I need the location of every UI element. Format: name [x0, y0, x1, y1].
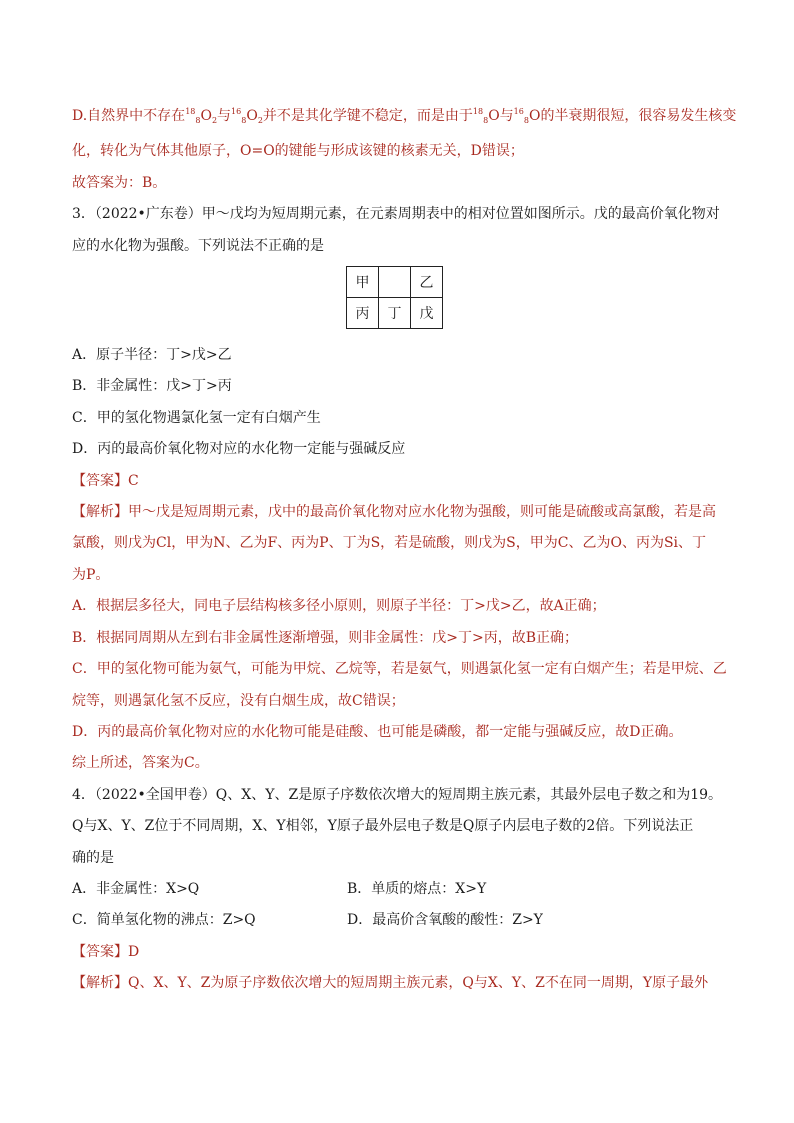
table-cell-ding: 丁 — [379, 298, 411, 329]
q4-option-b: B．单质的熔点：X>Y — [347, 880, 487, 897]
q4-options-row — [72, 905, 732, 936]
periodic-table-figure — [72, 262, 732, 340]
q3-analysis-line: B．根据同周期从左到右非金属性逐渐增强，则非金属性：戊>丁>丙，故B正确； — [72, 629, 579, 646]
q3-analysis-line: 综上所述，答案为C。 — [72, 755, 209, 772]
q4-answer: 【答案】D — [72, 943, 140, 960]
table-cell-wu: 戊 — [411, 298, 443, 329]
q4-stem-line: 确的是 — [72, 849, 114, 866]
q3-analysis-line: 【解析】甲～戊是短周期元素，戊中的最高价氧化物对应水化物为强酸，则可能是硫酸或高氯酸，若是高 — [72, 504, 716, 521]
q3-analysis-line: 氯酸，则戊为Cl，甲为N、乙为F、丙为P、丁为S，若是硫酸，则戊为S，甲为C、乙为O、丙为Si、丁 — [72, 535, 707, 552]
q3-option-c: C．甲的氢化物遇氯化氢一定有白烟产生 — [72, 409, 321, 426]
q4-option-d: D．最高价含氧酸的酸性：Z>Y — [347, 912, 543, 929]
prev-answer: 故答案为：B。 — [72, 174, 167, 191]
q3-analysis-line: A．根据层多径大，同电子层结构核多径小原则，则原子半径：丁>戊>乙，故A正确； — [72, 598, 606, 615]
q4-stem-line: 4．（2022•全国甲卷）Q、X、Y、Z是原子序数依次增大的短周期主族元素，其最外层电子数之和为19。 — [72, 786, 723, 803]
q3-stem-line1: 3．（2022•广东卷）甲～戊均为短周期元素，在元素周期表中的相对位置如图所示。戊的最高价氧化物对 — [72, 206, 720, 223]
q3-analysis-line: D．丙的最高价氧化物对应的水化物可能是硅酸、也可能是磷酸，都一定能与强碱反应，故D正确。 — [72, 723, 683, 740]
q3-analysis-line: 为P。 — [72, 566, 110, 583]
q3-stem-line2: 应的水化物为强酸。下列说法不正确的是 — [72, 237, 324, 254]
q4-options-row — [72, 874, 732, 905]
q3-option-a: A．原子半径：丁>戊>乙 — [72, 347, 232, 364]
table-cell-bing: 丙 — [347, 298, 379, 329]
q3-analysis-line: 烷等，则遇氯化氢不反应，没有白烟生成，故C错误； — [72, 692, 405, 709]
q4-option-a: A．非金属性：X>Q — [72, 880, 200, 897]
q4-option-c: C．简单氢化物的沸点：Z>Q — [72, 912, 256, 929]
table-cell-empty — [379, 267, 411, 298]
q3-option-d: D．丙的最高价氧化物对应的水化物一定能与强碱反应 — [72, 441, 406, 458]
prev-option-d-line2: 化，转化为气体其他原子，O=O的键能与形成该键的核素无关，D错误； — [72, 143, 524, 160]
table-cell-jia: 甲 — [347, 267, 379, 298]
q4-analysis-start: 【解析】Q、X、Y、Z为原子序数依次增大的短周期主族元素，Q与X、Y、Z不在同一周期，Y原子最外 — [72, 975, 709, 992]
q3-option-b: B．非金属性：戊>丁>丙 — [72, 378, 232, 395]
q3-analysis-line: C．甲的氢化物可能为氨气，可能为甲烷、乙烷等，若是氨气，则遇氯化氢一定有白烟产生；若是甲烷、乙 — [72, 661, 727, 678]
q3-answer: 【答案】C — [72, 472, 139, 489]
table-cell-yi: 乙 — [411, 267, 443, 298]
document-page — [72, 96, 737, 1000]
q4-stem-line: Q与X、Y、Z位于不同周期，X、Y相邻，Y原子最外层电子数是Q原子内层电子数的2倍。下列说法正 — [72, 818, 694, 835]
periodic-table — [346, 266, 443, 329]
prev-option-d-line1: D.自然界中不存在$^{18}_8O_2$与$^{16}_8O_2$并不是其化学键不稳定，而是由于$^{18}_8$O与$^{16}_8$O的半衰期很短，很容易发生核变 — [72, 107, 737, 125]
